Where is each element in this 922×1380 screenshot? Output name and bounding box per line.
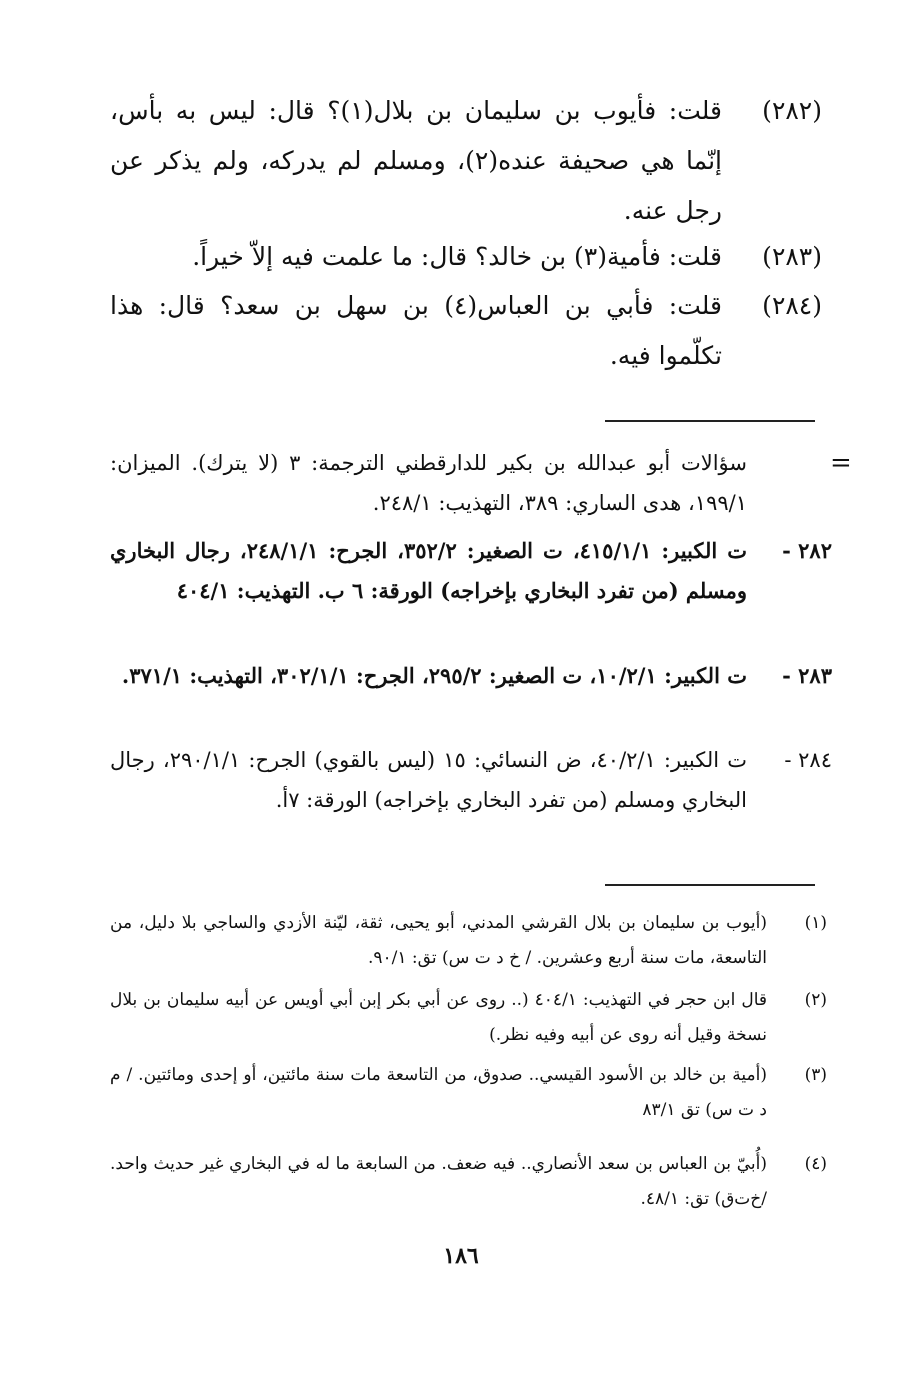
reference-text: ت الكبير: ٤٠/٢/١، ض النسائي: ١٥ (ليس بالقوي) الجرح: ٢٩٠/١/١، رجال البخاري ومسلم (من تفرد البخاري بإخراجه) الورقة: ٧أ. xyxy=(110,748,748,812)
footnote-text: (أيوب بن سليمان بن بلال القرشي المدني، أبو يحيى، ثقة، ليّنة الأزدي والساجي بلا دليل، من التاسعة، مات سنة أربع وعشرين. / خ د ت س) تق: ٩٠/١. xyxy=(110,913,767,968)
reference-entry xyxy=(110,531,832,611)
main-entry xyxy=(110,232,822,282)
footnote-number: (١) xyxy=(804,913,827,933)
reference-entry xyxy=(110,740,832,820)
reference-text: سؤالات أبو عبدالله بن بكير للدارقطني الترجمة: ٣ (لا يترك). الميزان: ١٩٩/١، هدى الساري: ٣٨٩، التهذيب: ٢٤٨/١. xyxy=(110,451,747,515)
separator-rule xyxy=(605,420,815,422)
footnote-number: (٢) xyxy=(804,990,827,1010)
main-entry xyxy=(110,86,822,236)
entry-number: (٢٨٣) xyxy=(762,242,822,271)
footnote-number: (٤) xyxy=(804,1154,827,1174)
entry-text: قلت: فأيوب بن سليمان بن بلال(١)؟ قال: ليس به بأس، إنّما هي صحيفة عنده(٢)، ومسلم لم يدركه، ولم يذكر عن رجل عنه. xyxy=(110,96,722,225)
reference-entry xyxy=(110,443,832,523)
footnote-separator-rule xyxy=(605,884,815,886)
reference-number: ٢٨٢ - xyxy=(782,538,832,563)
footnote-number: (٣) xyxy=(804,1065,827,1085)
footnote xyxy=(110,1058,827,1128)
entry-number: (٢٨٤) xyxy=(762,291,822,320)
footnote-text: قال ابن حجر في التهذيب: ٤٠٤/١ (.. روى عن أبي بكر إبن أبي أويس عن أبيه سليمان بن بلال نسخة وقيل أنه روى عن أبيه وفيه نظر.) xyxy=(110,990,767,1045)
continuation-mark: = xyxy=(830,448,852,478)
footnote xyxy=(110,906,827,976)
footnote-text: (أمية بن خالد بن الأسود القيسي.. صدوق، من التاسعة مات سنة مائتين، أو إحدى ومائتين. / م د ت س) تق ٨٣/١ xyxy=(110,1065,767,1120)
entry-text: قلت: فأبي بن العباس(٤) بن سهل بن سعد؟ قال: هذا تكلّموا فيه. xyxy=(110,291,722,370)
footnote-text: (أُبيّ بن العباس بن سعد الأنصاري.. فيه ضعف. من السابعة ما له في البخاري غير حديث واحد. /خ‌ت‌ق) تق: ٤٨/١. xyxy=(110,1154,767,1209)
footnote xyxy=(110,983,827,1053)
reference-text: ت الكبير: ٤١٥/١/١، ت الصغير: ٣٥٢/٢، الجرح: ٢٤٨/١/١، رجال البخاري ومسلم (من تفرد البخاري بإخراجه) الورقة: ٦ ب. التهذيب: ٤٠٤/١ xyxy=(110,538,748,603)
reference-text: ت الكبير: ١٠/٢/١، ت الصغير: ٢٩٥/٢، الجرح: ٣٠٢/١/١، التهذيب: ٣٧١/١. xyxy=(121,663,747,688)
reference-number: ٢٨٤ - xyxy=(784,748,832,772)
reference-entry xyxy=(110,656,832,696)
entry-text: قلت: فأمية(٣) بن خالد؟ قال: ما علمت فيه إلاّ خيراً. xyxy=(192,242,722,271)
entry-number: (٢٨٢) xyxy=(762,96,822,125)
main-entry xyxy=(110,281,822,381)
reference-number: ٢٨٣ - xyxy=(782,663,832,688)
page-number: ١٨٦ xyxy=(443,1243,479,1269)
footnote xyxy=(110,1147,827,1217)
